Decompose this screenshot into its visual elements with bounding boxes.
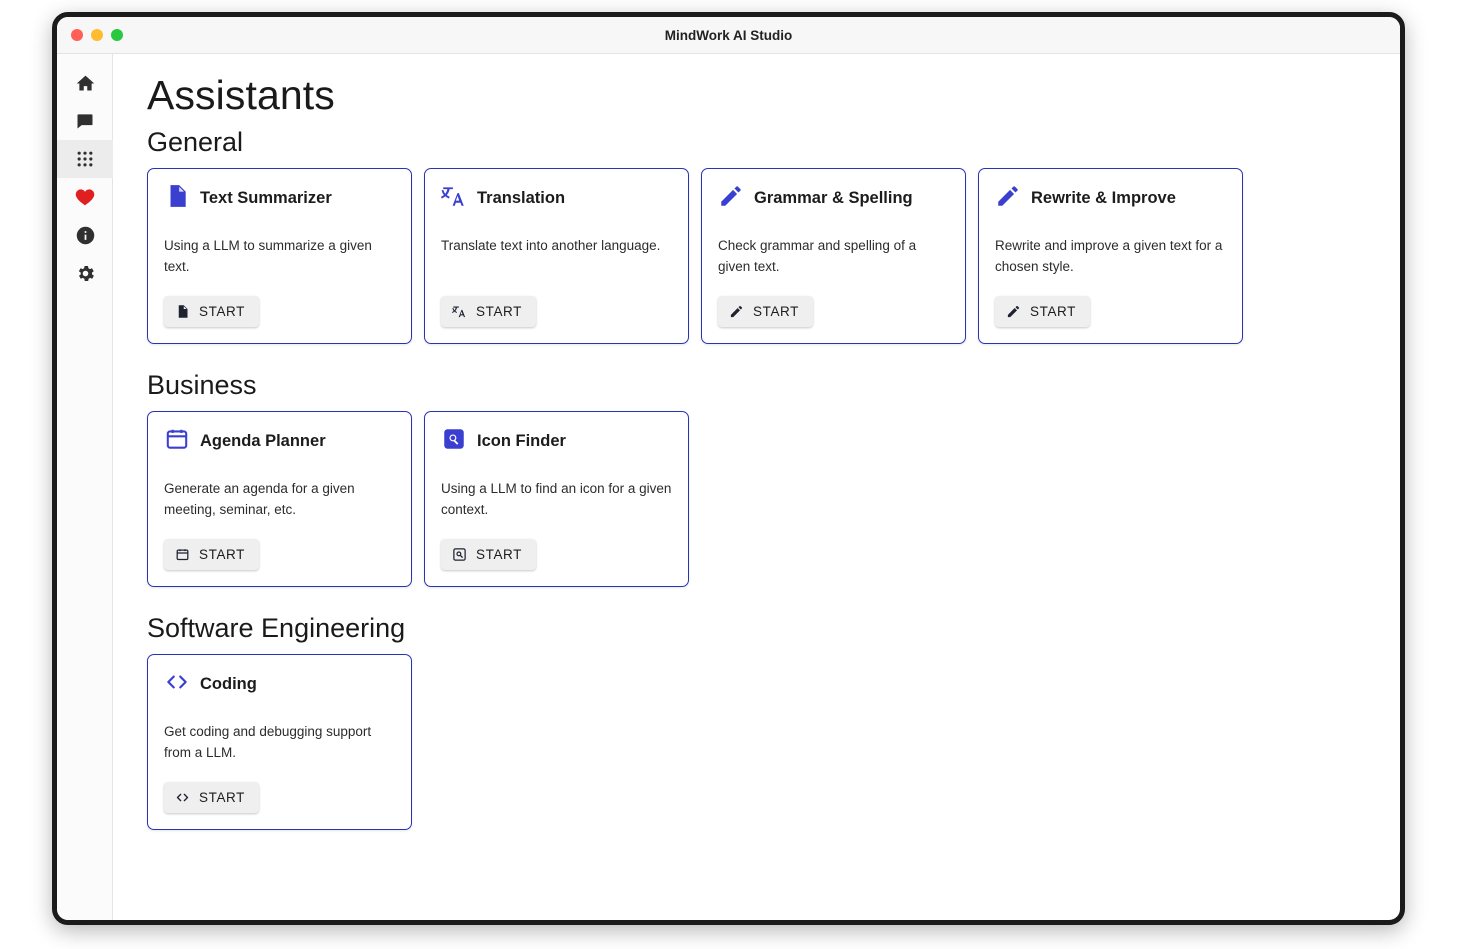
home-icon xyxy=(75,73,96,94)
card-title: Agenda Planner xyxy=(200,432,326,450)
card-header xyxy=(164,426,395,457)
assistant-card-translation[interactable] xyxy=(424,168,689,344)
assistant-card-icon-finder[interactable] xyxy=(424,411,689,587)
window-controls[interactable] xyxy=(71,29,123,41)
document-icon xyxy=(164,183,190,214)
pencil-icon xyxy=(995,183,1021,214)
assistant-card-agenda-planner[interactable] xyxy=(147,411,412,587)
gear-icon xyxy=(75,263,96,284)
sidebar-item-home[interactable] xyxy=(57,64,113,102)
card-description: Using a LLM to find an icon for a given context. xyxy=(441,481,672,517)
start-button-coding[interactable] xyxy=(164,782,259,813)
info-icon xyxy=(75,225,96,246)
card-title: Icon Finder xyxy=(477,432,566,450)
section-title-software-engineering: Software Engineering xyxy=(147,613,406,643)
card-title: Translation xyxy=(477,189,566,207)
card-title: Text Summarizer xyxy=(200,189,332,207)
translate-icon xyxy=(441,183,467,214)
start-button-grammar-spelling[interactable] xyxy=(718,296,813,327)
sidebar-item-settings[interactable] xyxy=(57,254,113,292)
document-icon xyxy=(175,304,190,319)
assistant-card-coding[interactable] xyxy=(147,654,412,830)
card-description: Generate an agenda for a given meeting, seminar, etc. xyxy=(164,481,355,517)
start-label: START xyxy=(476,304,523,319)
translate-icon xyxy=(452,304,467,319)
card-header xyxy=(441,426,672,457)
assistant-card-grammar-spelling[interactable] xyxy=(701,168,966,344)
card-title: Coding xyxy=(200,675,257,693)
card-header xyxy=(164,183,395,214)
start-label: START xyxy=(1030,304,1077,319)
card-title: Rewrite & Improve xyxy=(1031,189,1176,207)
assistant-card-rewrite-improve[interactable] xyxy=(978,168,1243,344)
minimize-window-button[interactable] xyxy=(91,29,103,41)
start-label: START xyxy=(476,547,523,562)
card-header xyxy=(718,183,949,214)
start-button-rewrite-improve[interactable] xyxy=(995,296,1090,327)
card-row-general xyxy=(147,168,1376,344)
section-title-general: General xyxy=(147,127,244,157)
image-search-icon xyxy=(441,426,467,457)
sidebar xyxy=(57,54,113,921)
main-content xyxy=(113,54,1400,921)
card-row-software-engineering xyxy=(147,654,1376,830)
close-window-button[interactable] xyxy=(71,29,83,41)
pencil-icon xyxy=(729,304,744,319)
code-icon xyxy=(175,790,190,805)
sidebar-item-about[interactable] xyxy=(57,216,113,254)
start-label: START xyxy=(199,304,246,319)
calendar-icon xyxy=(175,547,190,562)
card-description: Check grammar and spelling of a given text. xyxy=(718,238,917,274)
image-search-icon xyxy=(452,547,467,562)
pencil-icon xyxy=(1006,304,1021,319)
sidebar-item-supporters[interactable] xyxy=(57,178,113,216)
assistant-card-text-summarizer[interactable] xyxy=(147,168,412,344)
maximize-window-button[interactable] xyxy=(111,29,123,41)
code-icon xyxy=(164,669,190,700)
chat-icon xyxy=(75,111,95,131)
start-label: START xyxy=(199,790,246,805)
start-label: START xyxy=(199,547,246,562)
start-button-icon-finder[interactable] xyxy=(441,539,536,570)
card-header xyxy=(164,669,395,700)
card-description: Using a LLM to summarize a given text. xyxy=(164,238,372,274)
pencil-icon xyxy=(718,183,744,214)
section-title-business: Business xyxy=(147,370,257,400)
start-label: START xyxy=(753,304,800,319)
start-button-translation[interactable] xyxy=(441,296,536,327)
start-button-agenda-planner[interactable] xyxy=(164,539,259,570)
calendar-icon xyxy=(164,426,190,457)
page-title: Assistants xyxy=(147,72,335,118)
card-header xyxy=(441,183,672,214)
heart-icon xyxy=(74,186,96,208)
window-title: MindWork AI Studio xyxy=(664,27,793,43)
sidebar-item-assistants[interactable] xyxy=(57,140,113,178)
app-window xyxy=(52,12,1405,925)
card-description: Get coding and debugging support from a LLM. xyxy=(164,724,372,760)
card-row-business xyxy=(147,411,1376,587)
start-button-text-summarizer[interactable] xyxy=(164,296,259,327)
card-header xyxy=(995,183,1226,214)
card-title: Grammar & Spelling xyxy=(754,189,913,207)
card-description: Rewrite and improve a given text for a chosen style. xyxy=(995,238,1223,274)
title-bar xyxy=(57,17,1400,54)
card-description: Translate text into another language. xyxy=(441,238,661,253)
sidebar-item-chat[interactable] xyxy=(57,102,113,140)
window-body xyxy=(57,54,1400,921)
grid-icon xyxy=(75,149,95,169)
